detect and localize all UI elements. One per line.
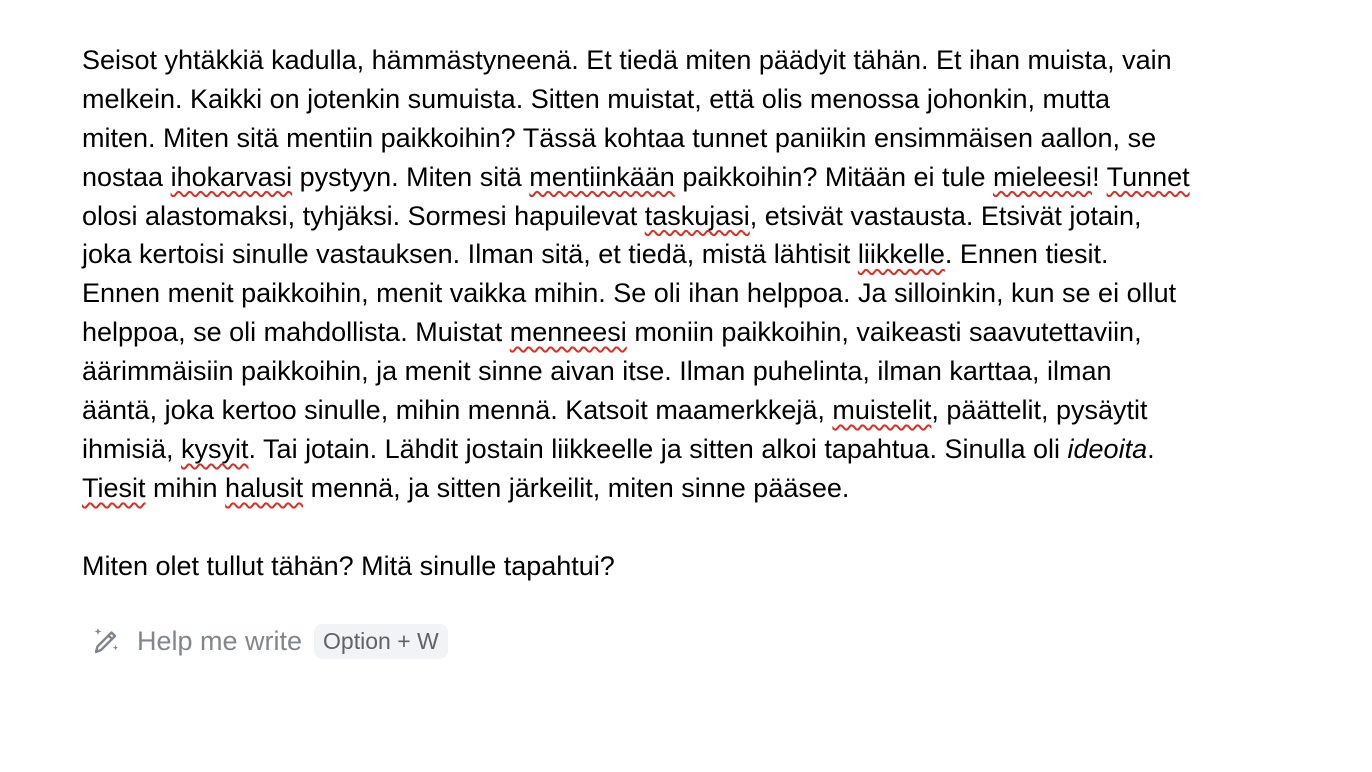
document-body[interactable]	[82, 41, 1312, 585]
text-line[interactable]	[82, 41, 1312, 80]
paragraph-2[interactable]	[82, 547, 1312, 586]
text-run[interactable]: helppoa, se oli mahdollista. Muistat	[82, 317, 510, 348]
text-run[interactable]: , etsivät vastausta. Etsivät jotain,	[749, 200, 1142, 231]
misspelled-word[interactable]: liikkelle	[857, 239, 945, 270]
text-run[interactable]: Seisot yhtäkkiä kadulla, hämmästyneenä. Et tiedä miten päädyit tähän. Et ihan muista, vain	[82, 45, 1172, 75]
text-run[interactable]: Ennen menit paikkoihin, menit vaikka mihin. Se oli ihan helppoa. Ja silloinkin, kun se ei ollut	[82, 278, 1177, 309]
misspelled-word[interactable]: kysyit	[181, 433, 249, 464]
text-run[interactable]: melkein. Kaikki on jotenkin sumuista. Sitten muistat, että olis menossa johonkin, mutta	[82, 83, 1110, 114]
help-me-write-label[interactable]: Help me write	[137, 625, 303, 656]
text-run[interactable]: mihin	[145, 472, 226, 503]
text-run[interactable]: ääntä, joka kertoo sinulle, mihin mennä. Katsoit maamerkkejä,	[82, 395, 833, 426]
text-run[interactable]: äärimmäisiin paikkoihin, ja menit sinne aivan itse. Ilman puhelinta, ilman karttaa, ilman	[82, 356, 1112, 387]
text-line[interactable]	[82, 235, 1312, 274]
text-run[interactable]: .	[1147, 433, 1155, 464]
keyboard-shortcut-badge: Option + W	[314, 624, 448, 659]
text-run[interactable]: . Tai jotain. Lähdit jostain liikkeelle ja sitten alkoi tapahtua. Sinulla oli	[248, 433, 1068, 464]
pencil-sparkle-icon[interactable]	[90, 625, 122, 657]
text-run[interactable]: ihmisiä,	[82, 433, 182, 464]
text-run[interactable]: joka kertoisi sinulle vastauksen. Ilman sitä, et tiedä, mistä lähtisit	[82, 239, 858, 270]
misspelled-word[interactable]: muistelit	[832, 395, 932, 426]
text-run[interactable]: , päättelit, pysäytit	[931, 395, 1148, 426]
text-run[interactable]: mennä, ja sitten järkeilit, miten sinne pääsee.	[303, 472, 850, 503]
misspelled-word[interactable]: Tiesit	[82, 472, 146, 503]
misspelled-word[interactable]: halusit	[225, 472, 304, 503]
misspelled-word[interactable]: menneesi	[509, 317, 627, 348]
text-run[interactable]: pystyyn. Miten sitä	[292, 161, 530, 192]
text-run[interactable]: paikkoihin? Mitään ei tule	[674, 161, 994, 192]
paragraph-1[interactable]	[82, 41, 1312, 508]
misspelled-word[interactable]: Tunnet	[1106, 161, 1190, 192]
text-line[interactable]	[82, 197, 1312, 236]
text-run[interactable]: moniin paikkoihin, vaikeasti saavutettaviin,	[626, 317, 1142, 348]
text-run[interactable]: olosi alastomaksi, tyhjäksi. Sormesi hapuilevat	[82, 200, 645, 231]
text-run[interactable]: nostaa	[82, 161, 171, 192]
misspelled-word[interactable]: mieleesi	[993, 161, 1093, 192]
text-line[interactable]	[82, 313, 1312, 352]
misspelled-word[interactable]: mentiinkään	[529, 161, 675, 192]
help-me-write-prompt[interactable]	[90, 624, 448, 658]
text-line[interactable]	[82, 80, 1312, 119]
text-run[interactable]: !	[1092, 161, 1107, 192]
misspelled-word[interactable]: ihokarvasi	[170, 161, 293, 192]
empty-line[interactable]	[82, 508, 1312, 547]
text-line[interactable]	[82, 158, 1312, 197]
text-line[interactable]	[82, 430, 1312, 469]
italic-word[interactable]: ideoita	[1067, 433, 1148, 464]
text-line[interactable]: Miten olet tullut tähän? Mitä sinulle tapahtui?	[82, 550, 615, 581]
text-line[interactable]	[82, 391, 1312, 430]
misspelled-word[interactable]: taskujasi	[644, 200, 750, 231]
text-line[interactable]	[82, 469, 1312, 508]
text-run[interactable]: miten. Miten sitä mentiin paikkoihin? Tässä kohtaa tunnet paniikin ensimmäisen aallon, se	[82, 122, 1157, 153]
text-line[interactable]	[82, 119, 1312, 158]
text-run[interactable]: . Ennen tiesit.	[944, 239, 1109, 270]
text-line[interactable]	[82, 352, 1312, 391]
text-line[interactable]	[82, 274, 1312, 313]
